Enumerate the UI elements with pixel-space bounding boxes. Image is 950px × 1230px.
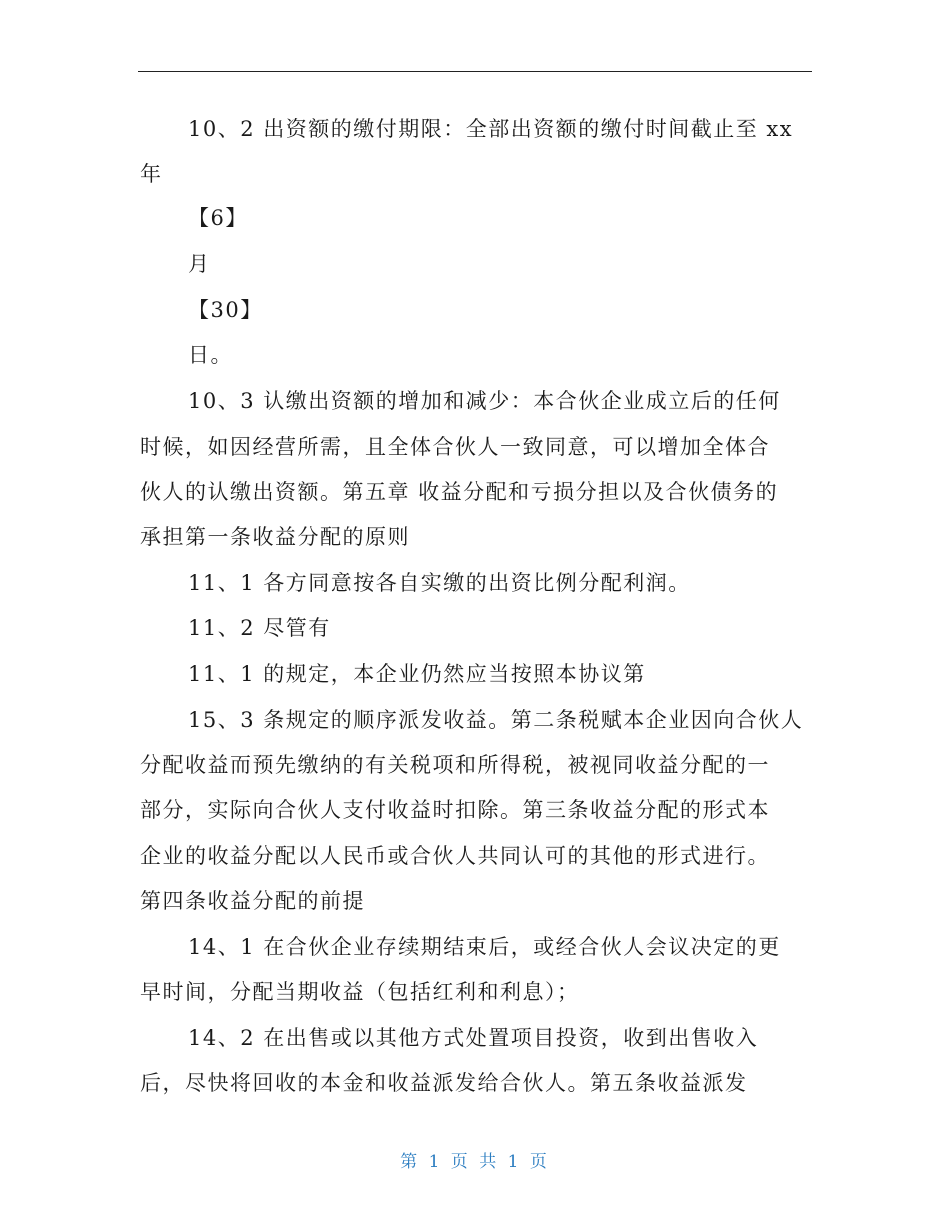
text-line: 14、1 在合伙企业存续期结束后，或经合伙人会议决定的更: [188, 935, 781, 959]
text-line: 11、1 的规定，本企业仍然应当按照本协议第: [188, 662, 646, 686]
text-line: 【30】: [188, 298, 263, 322]
text-line: 11、2 尽管有: [188, 616, 331, 640]
text-line: 分配收益而预先缴纳的有关税项和所得税，被视同收益分配的一: [140, 753, 770, 777]
text-line: 10、2 出资额的缴付期限：全部出资额的缴付时间截止至 xx: [188, 117, 794, 141]
text-line: 后，尽快将回收的本金和收益派发给合伙人。第五条收益派发: [140, 1071, 748, 1095]
text-line: 年: [140, 162, 163, 186]
text-line: 第四条收益分配的前提: [140, 889, 365, 913]
text-line: 10、3 认缴出资额的增加和减少：本合伙企业成立后的任何: [188, 389, 781, 413]
text-line: 承担第一条收益分配的原则: [140, 525, 410, 549]
text-line: 部分，实际向合伙人支付收益时扣除。第三条收益分配的形式本: [140, 798, 770, 822]
text-line: 14、2 在出售或以其他方式处置项目投资，收到出售收入: [188, 1026, 759, 1050]
text-line: 15、3 条规定的顺序派发收益。第二条税赋本企业因向合伙人: [188, 708, 804, 732]
header-divider: [138, 71, 812, 72]
text-line: 月: [188, 252, 211, 276]
text-line: 日。: [188, 343, 233, 367]
text-line: 11、1 各方同意按各自实缴的出资比例分配利润。: [188, 571, 691, 595]
text-line: 企业的收益分配以人民币或合伙人共同认可的其他的形式进行。: [140, 844, 770, 868]
text-line: 时候，如因经营所需，且全体合伙人一致同意，可以增加全体合: [140, 435, 770, 459]
text-line: 【6】: [188, 206, 248, 230]
text-line: 伙人的认缴出资额。第五章 收益分配和亏损分担以及合伙债务的: [140, 480, 779, 504]
text-line: 早时间，分配当期收益（包括红利和利息）；: [140, 980, 580, 1004]
page-number-footer: 第 1 页 共 1 页: [400, 1152, 550, 1172]
